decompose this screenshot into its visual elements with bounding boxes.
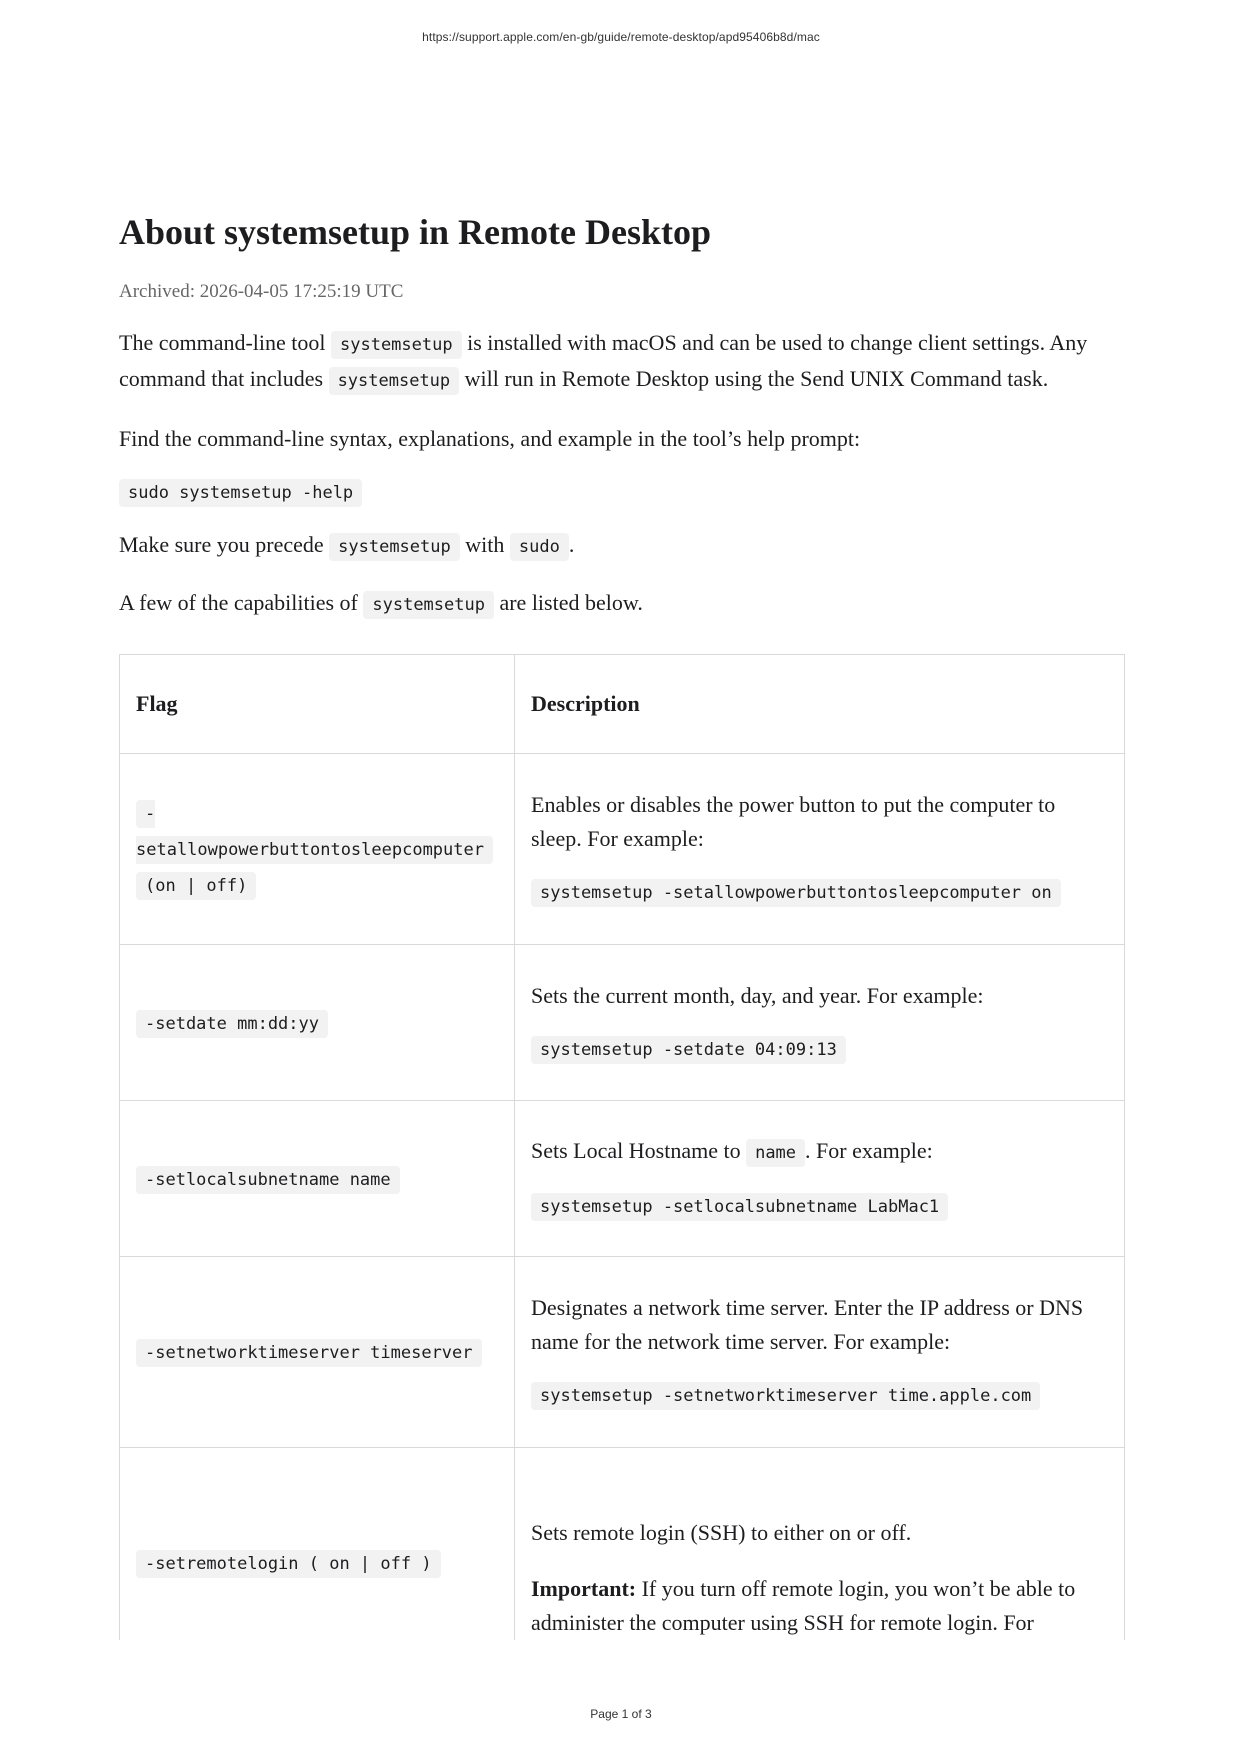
intro-text-2: is installed with macOS and can be used to change client settings. Any command that includes <box>119 330 1088 391</box>
inline-code: systemsetup <box>363 591 494 619</box>
table-row <box>120 945 1125 1101</box>
table-row <box>120 1101 1125 1257</box>
intro-text-3: will run in Remote Desktop using the Send UNIX Command task. <box>459 366 1049 391</box>
precede-text-1: Make sure you precede <box>119 532 330 557</box>
inline-code: systemsetup <box>331 331 462 359</box>
flag-code: -setnetworktimeserver timeserver <box>136 1339 482 1367</box>
column-header-description: Description <box>515 655 1125 754</box>
description-cell <box>515 1257 1125 1448</box>
capabilities-text-2: are listed below. <box>493 590 643 615</box>
example-code: systemsetup -setnetworktimeserver time.apple.com <box>531 1382 1040 1410</box>
description-text: Designates a network time server. Enter the IP address or DNS name for the network time server. For example: <box>531 1295 1084 1354</box>
column-header-flag: Flag <box>120 655 515 754</box>
page-number: Page 1 of 3 <box>590 1707 652 1721</box>
description-cell <box>515 754 1125 945</box>
description-text: Sets remote login (SSH) to either on or off. <box>531 1520 912 1545</box>
flag-code: -setallowpowerbuttontosleepcomputer <box>136 800 493 864</box>
description-cell <box>515 945 1125 1101</box>
precede-text-3: . <box>568 532 575 557</box>
description-text-1: Sets Local Hostname to <box>531 1137 747 1163</box>
description-text-2: . For example: <box>805 1137 933 1163</box>
flag-code: (on | off) <box>136 872 256 900</box>
inline-code: sudo <box>510 533 569 561</box>
precede-text-2: with <box>459 532 510 557</box>
example-code: systemsetup -setallowpowerbuttontosleepcomputer on <box>531 879 1061 907</box>
table-row <box>120 1257 1125 1448</box>
flag-cell <box>120 945 515 1101</box>
flag-code: -setremotelogin ( on | off ) <box>136 1550 441 1578</box>
description-cell <box>515 1101 1125 1257</box>
description-text: Enables or disables the power button to put the computer to sleep. For example: <box>531 792 1056 851</box>
flag-code: -setlocalsubnetname name <box>136 1166 400 1194</box>
flags-table <box>119 654 1125 1679</box>
capabilities-paragraph <box>119 586 1123 622</box>
capabilities-text-1: A few of the capabilities of <box>119 590 364 615</box>
example-code: systemsetup -setlocalsubnetname LabMac1 <box>531 1193 948 1221</box>
precede-paragraph <box>119 528 1123 564</box>
page-title: About systemsetup in Remote Desktop <box>119 212 711 252</box>
intro-paragraph <box>119 326 1123 398</box>
example-code: systemsetup -setdate 04:09:13 <box>531 1036 846 1064</box>
description-text: Sets the current month, day, and year. For example: <box>531 982 984 1008</box>
flag-cell <box>120 1257 515 1448</box>
flag-cell <box>120 1101 515 1257</box>
help-command-code: sudo systemsetup -help <box>119 479 362 507</box>
flag-cell <box>120 754 515 945</box>
description-text <box>531 1134 1108 1170</box>
table-header-row <box>120 655 1125 754</box>
inline-code: systemsetup <box>329 533 460 561</box>
important-label: Important: <box>531 1576 637 1601</box>
inline-code: systemsetup <box>329 367 460 395</box>
article <box>119 210 1123 622</box>
intro-text-1: The command-line tool <box>119 330 331 355</box>
flag-code: -setdate mm:dd:yy <box>136 1010 328 1038</box>
help-command-paragraph <box>119 474 1123 510</box>
archived-timestamp: Archived: 2026-04-05 17:25:19 UTC <box>119 281 404 302</box>
inline-code: name <box>746 1139 805 1167</box>
important-text: If you turn off remote login, you won’t be able to administer the computer using SSH for remote login. For <box>531 1576 1076 1635</box>
page-bottom-margin <box>0 1640 1242 1756</box>
page-header-url: https://support.apple.com/en-gb/guide/remote-desktop/apd95406b8d/mac <box>422 30 820 44</box>
important-note <box>531 1572 1108 1640</box>
table-row <box>120 754 1125 945</box>
find-help-paragraph: Find the command-line syntax, explanations, and example in the tool’s help prompt: <box>119 426 861 451</box>
